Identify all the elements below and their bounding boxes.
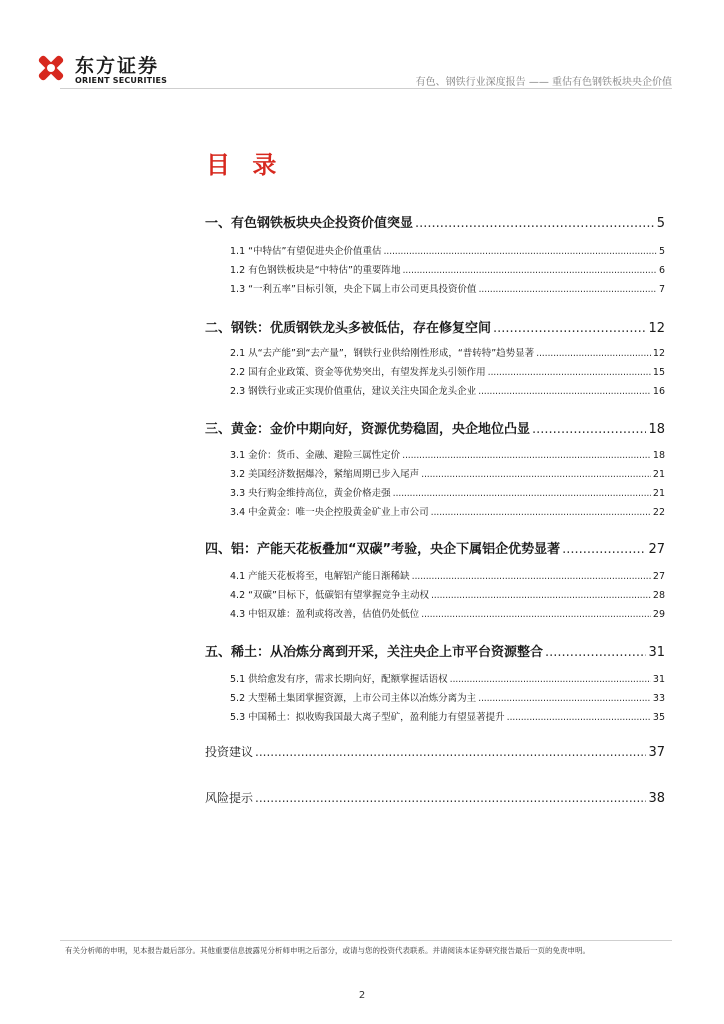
toc-leader-dots	[478, 693, 651, 704]
toc-entry-label: 五、稀土：从冶炼分离到开采，关注央企上市平台资源整合	[205, 645, 544, 660]
toc-entry-label: 3.3 央行购金维持高位，黄金价格走强	[230, 488, 391, 499]
toc-entry-2-1[interactable]	[230, 345, 665, 359]
toc-entry-label: 2.3 钢铁行业或正实现价值重估，建议关注央国企龙头企业	[230, 386, 477, 397]
toc-leader-dots	[421, 469, 651, 480]
toc-entry-page: 21	[652, 488, 665, 499]
footer-disclaimer: 有关分析师的申明，见本报告最后部分。其他重要信息披露见分析师申明之后部分，或请与您的投资代表联系。并请阅读本证券研究报告最后一页的免责申明。	[65, 946, 590, 955]
toc-entry-3-2[interactable]	[230, 466, 665, 480]
toc-entry-1-1[interactable]	[230, 243, 665, 257]
toc-section-1[interactable]	[205, 212, 665, 231]
toc-entry-5-3[interactable]	[230, 709, 665, 723]
toc-entry-1-3[interactable]	[230, 281, 665, 295]
toc-entry-label: 一、有色钢铁板块央企投资价值突显	[205, 216, 414, 231]
toc-entry-label: 1.3 “一利五率”目标引领，央企下属上市公司更具投资价值	[230, 284, 477, 295]
toc-entry-label: 4.2 “双碳”目标下，低碳铝有望掌握竞争主动权	[230, 590, 429, 601]
toc-entry-2-2[interactable]	[230, 364, 665, 378]
toc-leader-dots	[402, 450, 651, 461]
toc-entry-label: 四、铝：产能天花板叠加“双碳”考验，央企下属铝企优势显著	[205, 542, 561, 557]
toc-entry-page: 15	[652, 367, 665, 378]
toc-entry-page: 35	[652, 712, 665, 723]
toc-entry-page: 16	[652, 386, 665, 397]
toc-leader-dots	[478, 284, 656, 295]
toc-section-5[interactable]	[205, 641, 665, 660]
toc-leader-dots	[415, 216, 655, 231]
toc-entry-5-2[interactable]	[230, 690, 665, 704]
page-number: 2	[358, 990, 366, 1001]
toc-entry-label: 4.3 中铝双雄：盈利或将改善，估值仍处低位	[230, 609, 420, 620]
toc-entry-4-3[interactable]	[230, 606, 665, 620]
toc-entry-label: 4.1 产能天花板将至，电解铝产能日渐稀缺	[230, 571, 410, 582]
toc-entry-label: 投资建议	[205, 745, 254, 759]
toc-leader-dots	[412, 571, 651, 582]
company-logo	[33, 50, 168, 90]
toc-entry-label: 二、钢铁：优质钢铁龙头多被低估，存在修复空间	[205, 321, 492, 336]
toc-leader-dots	[421, 609, 651, 620]
toc-entry-label: 1.1 “中特估”有望促进央企价值重估	[230, 246, 382, 257]
toc-entry-page: 18	[648, 422, 665, 437]
toc-leader-dots	[393, 488, 651, 499]
toc-entry-label: 5.3 中国稀土：拟收购我国最大离子型矿，盈利能力有望显著提升	[230, 712, 505, 723]
footer-divider	[60, 940, 672, 941]
toc-title: 目 录	[206, 151, 284, 179]
toc-leader-dots	[545, 645, 646, 660]
toc-entry-page: 31	[648, 645, 665, 660]
toc-entry-page: 7	[658, 284, 665, 295]
toc-section-4[interactable]	[205, 538, 665, 557]
toc-entry-page: 37	[648, 745, 665, 760]
toc-leader-dots	[532, 422, 646, 437]
toc-entry-page: 22	[652, 507, 665, 518]
toc-leader-dots	[431, 507, 651, 518]
report-header-title: 有色、钢铁行业深度报告 —— 重估有色钢铁板块央企价值	[415, 77, 672, 88]
toc-leader-dots	[562, 542, 646, 557]
toc-entry-label: 1.2 有色钢铁板块是“中特估”的重要阵地	[230, 265, 401, 276]
toc-entry-label: 风险提示	[205, 791, 254, 805]
logo-english-name: ORIENT SECURITIES	[75, 76, 168, 85]
toc-investment-advice[interactable]	[205, 743, 665, 760]
toc-entry-3-1[interactable]	[230, 447, 665, 461]
toc-leader-dots	[383, 246, 656, 257]
toc-leader-dots	[450, 674, 651, 685]
toc-entry-page: 6	[658, 265, 665, 276]
toc-entry-page: 18	[652, 450, 665, 461]
toc-leader-dots	[431, 590, 651, 601]
toc-entry-page: 31	[652, 674, 665, 685]
toc-leader-dots	[478, 386, 651, 397]
logo-chinese-name: 东方证券	[75, 55, 160, 77]
toc-entry-page: 5	[658, 246, 665, 257]
toc-entry-1-2[interactable]	[230, 262, 665, 276]
toc-leader-dots	[488, 367, 651, 378]
toc-entry-label: 5.1 供给愈发有序，需求长期向好，配额掌握话语权	[230, 674, 448, 685]
toc-leader-dots	[402, 265, 656, 276]
toc-leader-dots	[493, 321, 646, 336]
toc-leader-dots	[255, 745, 646, 759]
toc-entry-page: 12	[652, 348, 665, 359]
toc-entry-label: 5.2 大型稀土集团掌握资源，上市公司主体以冶炼分离为主	[230, 693, 477, 704]
toc-entry-label: 三、黄金：金价中期向好，资源优势稳固，央企地位凸显	[205, 422, 531, 437]
toc-risk-warning[interactable]	[205, 789, 665, 806]
toc-entry-5-1[interactable]	[230, 671, 665, 685]
toc-entry-page: 12	[648, 321, 665, 336]
toc-entry-page: 21	[652, 469, 665, 480]
toc-entry-4-2[interactable]	[230, 587, 665, 601]
toc-entry-label: 3.2 美国经济数据爆冷，紧缩周期已步入尾声	[230, 469, 420, 480]
toc-leader-dots	[507, 712, 651, 723]
toc-entry-label: 2.1 从“去产能”到“去产量”，钢铁行业供给刚性形成，“普转特”趋势显著	[230, 348, 535, 359]
toc-entry-label: 3.4 中金黄金：唯一央企控股黄金矿业上市公司	[230, 507, 429, 518]
toc-entry-4-1[interactable]	[230, 568, 665, 582]
toc-entry-page: 38	[648, 791, 665, 806]
toc-entry-page: 27	[652, 571, 665, 582]
toc-entry-label: 3.1 金价：货币、金融、避险三属性定价	[230, 450, 401, 461]
toc-entry-page: 5	[656, 216, 665, 231]
toc-leader-dots	[536, 348, 651, 359]
toc-section-2[interactable]	[205, 317, 665, 336]
toc-entry-3-4[interactable]	[230, 504, 665, 518]
toc-entry-label: 2.2 国有企业政策、资金等优势突出，有望发挥龙头引领作用	[230, 367, 486, 378]
toc-entry-page: 28	[652, 590, 665, 601]
toc-entry-3-3[interactable]	[230, 485, 665, 499]
toc-entry-2-3[interactable]	[230, 383, 665, 397]
toc-leader-dots	[255, 791, 646, 805]
toc-entry-page: 27	[648, 542, 665, 557]
toc-entry-page: 29	[652, 609, 665, 620]
orient-securities-logo-icon	[33, 50, 69, 86]
header-divider	[60, 88, 672, 89]
toc-entry-page: 33	[652, 693, 665, 704]
toc-section-3[interactable]	[205, 418, 665, 437]
